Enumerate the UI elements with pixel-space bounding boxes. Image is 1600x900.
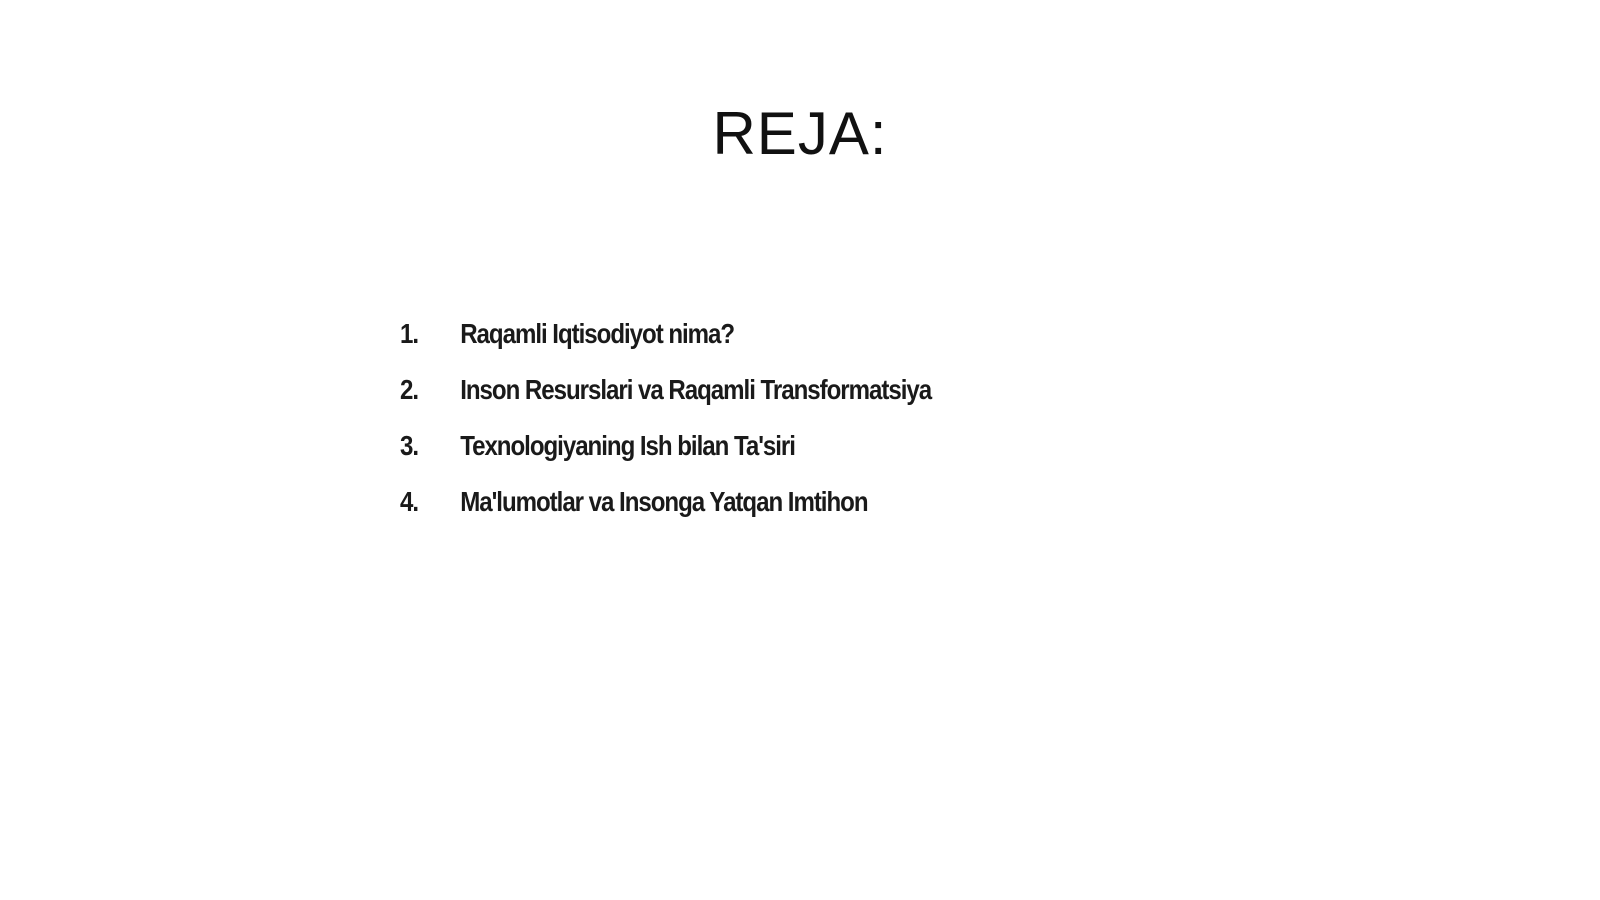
slide-title: REJA: <box>712 100 888 167</box>
list-item-number: 3. <box>400 430 419 461</box>
list-item-text: Texnologiyaning Ish bilan Ta'siri <box>460 430 795 461</box>
plan-list <box>400 318 1018 542</box>
list-item-number: 4. <box>400 486 419 517</box>
list-item <box>400 430 931 486</box>
list-item <box>400 486 931 542</box>
list-item-number: 1. <box>400 318 419 349</box>
list-item-text: Inson Resurslari va Raqamli Transformatsiya <box>460 374 932 405</box>
list-item <box>400 374 931 430</box>
list-item-number: 2. <box>400 374 419 405</box>
list-item-text: Raqamli Iqtisodiyot nima? <box>460 318 735 349</box>
list-item <box>400 318 931 374</box>
list-item-text: Ma'lumotlar va Insonga Yatqan Imtihon <box>460 486 868 517</box>
